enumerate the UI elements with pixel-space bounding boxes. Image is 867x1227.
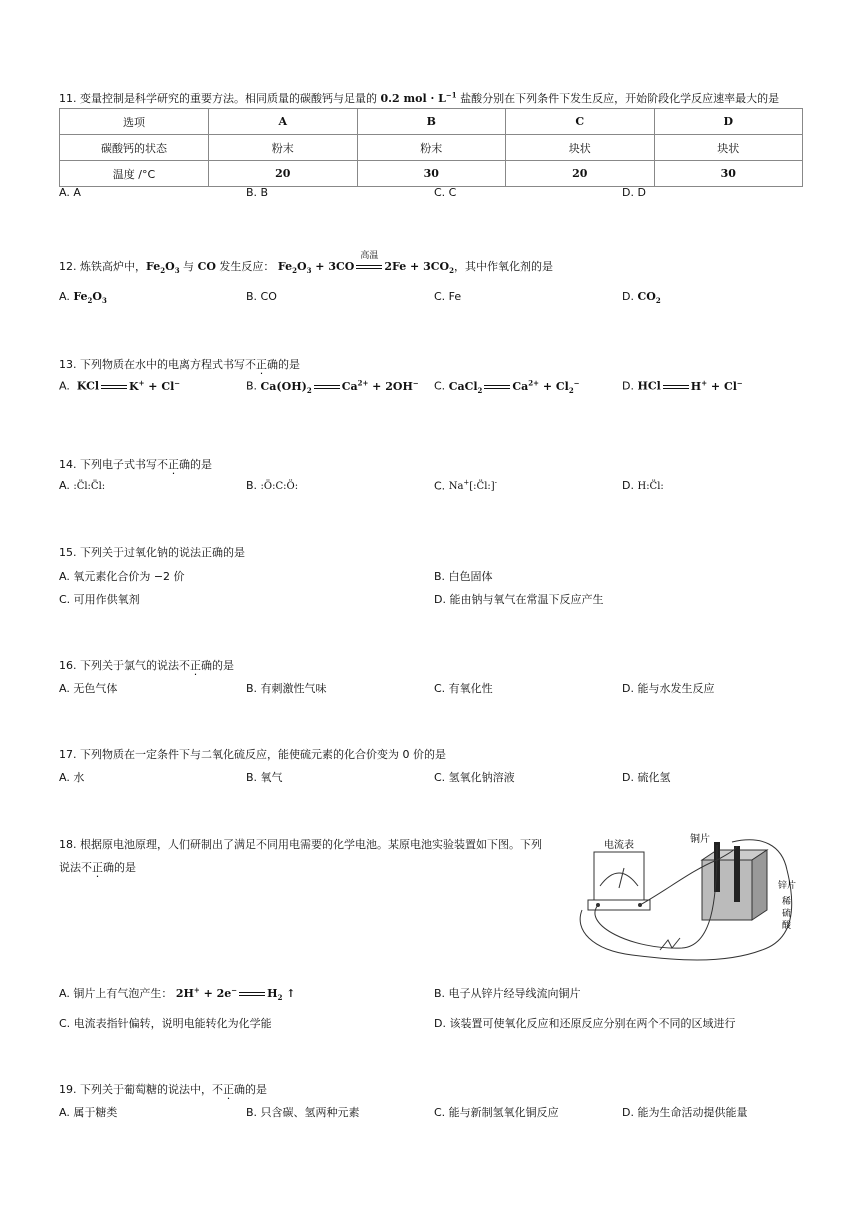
table-row: 碳酸钙的状态 粉末 粉末 块状 块状 — [60, 135, 803, 161]
table-row: 选项 A B C D — [60, 109, 803, 135]
q15-option-b[interactable]: B. 白色固体 — [434, 570, 493, 583]
q14-option-b[interactable]: B. :Ö:C:Ö: — [246, 479, 299, 492]
q18-option-d[interactable]: D. 该装置可使氧化反应和还原反应分别在两个不同的区域进行 — [434, 1017, 736, 1030]
q16-option-d[interactable]: D. 能与水发生反应 — [622, 682, 715, 695]
q18-option-c[interactable]: C. 电流表指针偏转，说明电能转化为化学能 — [59, 1017, 272, 1030]
fig-label-acid-1: 稀 — [782, 897, 792, 907]
fig-label-acid-2: 硫 — [782, 909, 792, 919]
q11-stem: 11. 变量控制是科学研究的重要方法。相同质量的碳酸钙与足量的 0.2 mol · $L^{-1}$ 盐酸分别在下列条件下发生反应，开始阶段化学反应速率最大的是 — [59, 90, 780, 105]
q19-stem: 19. 下列关于葡萄糖的说法中，不正确的是 — [59, 1083, 267, 1096]
q18-stem-2: 说法不正确的是 — [59, 861, 136, 874]
q14-stem: 14. 下列电子式书写不正确的是 — [59, 458, 212, 471]
q12-option-a[interactable]: A. $Fe_2O_3$ — [59, 290, 107, 306]
q11-option-b[interactable]: B. B — [246, 186, 269, 199]
q17-option-d[interactable]: D. 硫化氢 — [622, 771, 671, 784]
q15-option-a[interactable]: A. 氧元素化合价为 −2 价 — [59, 570, 185, 583]
galvanic-cell-figure — [572, 830, 802, 970]
q16-option-b[interactable]: B. 有刺激性气味 — [246, 682, 327, 695]
q13-option-c[interactable]: C. CaCl$_2$ $Ca^{2+} + Cl_2^-$ — [434, 378, 580, 395]
q11-option-a[interactable]: A. A — [59, 186, 81, 199]
q19-option-b[interactable]: B. 只含碳、氢两种元素 — [246, 1106, 360, 1119]
q19-option-d[interactable]: D. 能为生命活动提供能量 — [622, 1106, 748, 1119]
table-row: 温度 /°C 20 30 20 30 — [60, 161, 803, 187]
q16-option-a[interactable]: A. 无色气体 — [59, 682, 118, 695]
q18-option-a[interactable]: A. 铜片上有气泡产生： 2H+ + 2e− $H_2$ ↑ — [59, 985, 296, 1003]
fig-label-acid-3: 酸 — [782, 921, 792, 931]
q18-stem: 18. 根据原电池原理，人们研制出了满足不同用电需要的化学电池。某原电池实验装置如下图。下列 — [59, 838, 542, 851]
q14-option-a[interactable]: A. :C̈l:C̈l: — [59, 479, 106, 492]
q13-option-a[interactable]: A. KCl K+ + Cl− — [59, 378, 181, 393]
q17-stem: 17. 下列物质在一定条件下与二氧化硫反应，能使硫元素的化合价变为 0 价的是 — [59, 748, 446, 761]
q16-option-c[interactable]: C. 有氧化性 — [434, 682, 493, 695]
q17-option-b[interactable]: B. 氧气 — [246, 771, 283, 784]
q11-option-c[interactable]: C. C — [434, 186, 457, 199]
q12-stem: 12. 炼铁高炉中，$Fe_2O_3$ 与 CO 发生反应： $Fe_2O_3 + 3CO$ 高温 $2Fe + 3CO_2$，其中作氧化剂的是 — [59, 251, 553, 276]
q16-stem: 16. 下列关于氯气的说法不正确的是 — [59, 659, 234, 672]
q15-stem: 15. 下列关于过氧化钠的说法正确的是 — [59, 546, 245, 559]
fig-label-copper: 铜片 — [690, 834, 710, 845]
q19-option-a[interactable]: A. 属于糖类 — [59, 1106, 118, 1119]
q15-option-c[interactable]: C. 可用作供氧剂 — [59, 593, 140, 606]
fig-label-zinc: 锌片 — [778, 881, 797, 891]
fig-label-ammeter: 电流表 — [604, 840, 634, 851]
q12-option-c[interactable]: C. Fe — [434, 290, 462, 303]
q19-option-c[interactable]: C. 能与新制氢氧化铜反应 — [434, 1106, 559, 1119]
q13-option-b[interactable]: B. $Ca(OH)_2$ $Ca^{2+} + 2OH^-$ — [246, 378, 419, 395]
q18-option-b[interactable]: B. 电子从锌片经导线流向铜片 — [434, 987, 581, 1000]
q13-option-d[interactable]: D. HCl H+ + Cl− — [622, 378, 743, 393]
q17-option-c[interactable]: C. 氢氧化钠溶液 — [434, 771, 515, 784]
q11-table — [59, 108, 803, 187]
q11-option-d[interactable]: D. D — [622, 186, 646, 199]
q13-stem: 13. 下列物质在水中的电离方程式书写不正确的是 — [59, 358, 300, 371]
q17-option-a[interactable]: A. 水 — [59, 771, 85, 784]
q12-option-b[interactable]: B. CO — [246, 290, 277, 303]
q14-option-d[interactable]: D. H:C̈l: — [622, 479, 664, 492]
q15-option-d[interactable]: D. 能由钠与氧气在常温下反应产生 — [434, 593, 604, 606]
q12-option-d[interactable]: D. $CO_2$ — [622, 290, 661, 306]
q14-option-c[interactable]: C. Na+[:C̈l:]- — [434, 479, 498, 493]
